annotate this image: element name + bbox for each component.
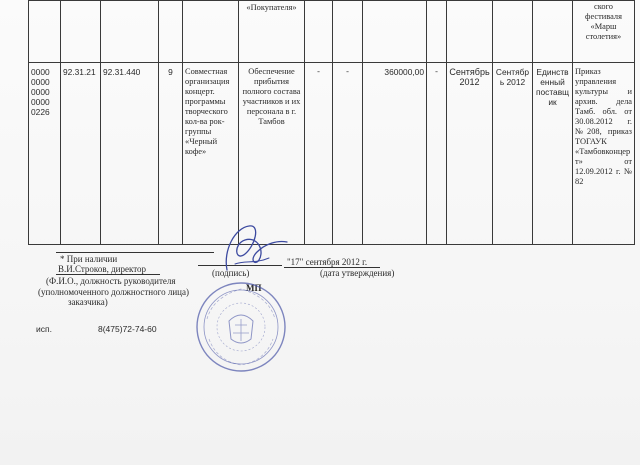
procurement-table [28,0,635,245]
cell-justification: Приказ управления культуры и архив. дела Тамб. обл. от 30.08.2012 г. №208, приказ ТОГАУК «Тамбовконцерт» от 12.09.2012 г. № 82 [573,63,635,245]
cell-customer-label: «Покупателя» [239,1,305,63]
cell-empty [427,1,447,63]
cell-okdp: 92.31.440 [101,63,159,245]
cell-month-placement: Сентябрь 2012 [447,63,493,245]
approval-date: "17" сентября 2012 г. [287,257,368,267]
cell-empty [533,1,573,63]
cell-empty [305,1,333,63]
cell-empty [159,1,183,63]
cell-code: 0000 0000 0000 0000 0226 [29,63,61,245]
cell-empty [101,1,159,63]
cell-empty [29,1,61,63]
fio-label: (Ф.И.О., должность руководителя [46,276,176,286]
table-row [29,63,635,245]
cell-empty [363,1,427,63]
executor-phone: 8(475)72-74-60 [98,324,157,334]
cell-subject: Совместная организация концерт. программы творческого кол-ва рок-группы «Черный кофе» [183,63,239,245]
cell-month-execution: Сентябрь 2012 [493,63,533,245]
cell-empty [333,1,363,63]
cell-price: 360000,00 [363,63,427,245]
footnote-text: * При наличии [60,254,118,264]
cell-requirements: Обеспечение прибытия полного состава участников и их персонала в г. Тамбов [239,63,305,245]
cell-unit: - [305,63,333,245]
cell-qty: - [333,63,363,245]
date-label: (дата утверждения) [320,268,395,278]
table-row-previous [29,1,635,63]
mp-label: МП [246,283,262,293]
cell-empty [447,1,493,63]
cell-okved: 92.31.21 [61,63,101,245]
executor-label: исп. [36,324,52,334]
cell-note-end: ского фестиваля «Марш столетия» [573,1,635,63]
cell-advance: - [427,63,447,245]
cell-empty [493,1,533,63]
cell-number: 9 [159,63,183,245]
cell-method: Единственный поставщик [533,63,573,245]
cell-empty [183,1,239,63]
official-stamp-icon [193,279,289,375]
signature-line-left [56,252,214,253]
signature-label: (подпись) [212,268,250,278]
fio-label-3: заказчика) [68,297,108,307]
cell-empty [61,1,101,63]
signer-name: В.И.Строков, директор [58,264,147,274]
fio-label-2: (уполномоченного должностного лица) [38,287,189,297]
signer-underline [56,274,160,275]
signature-icon [205,220,295,278]
